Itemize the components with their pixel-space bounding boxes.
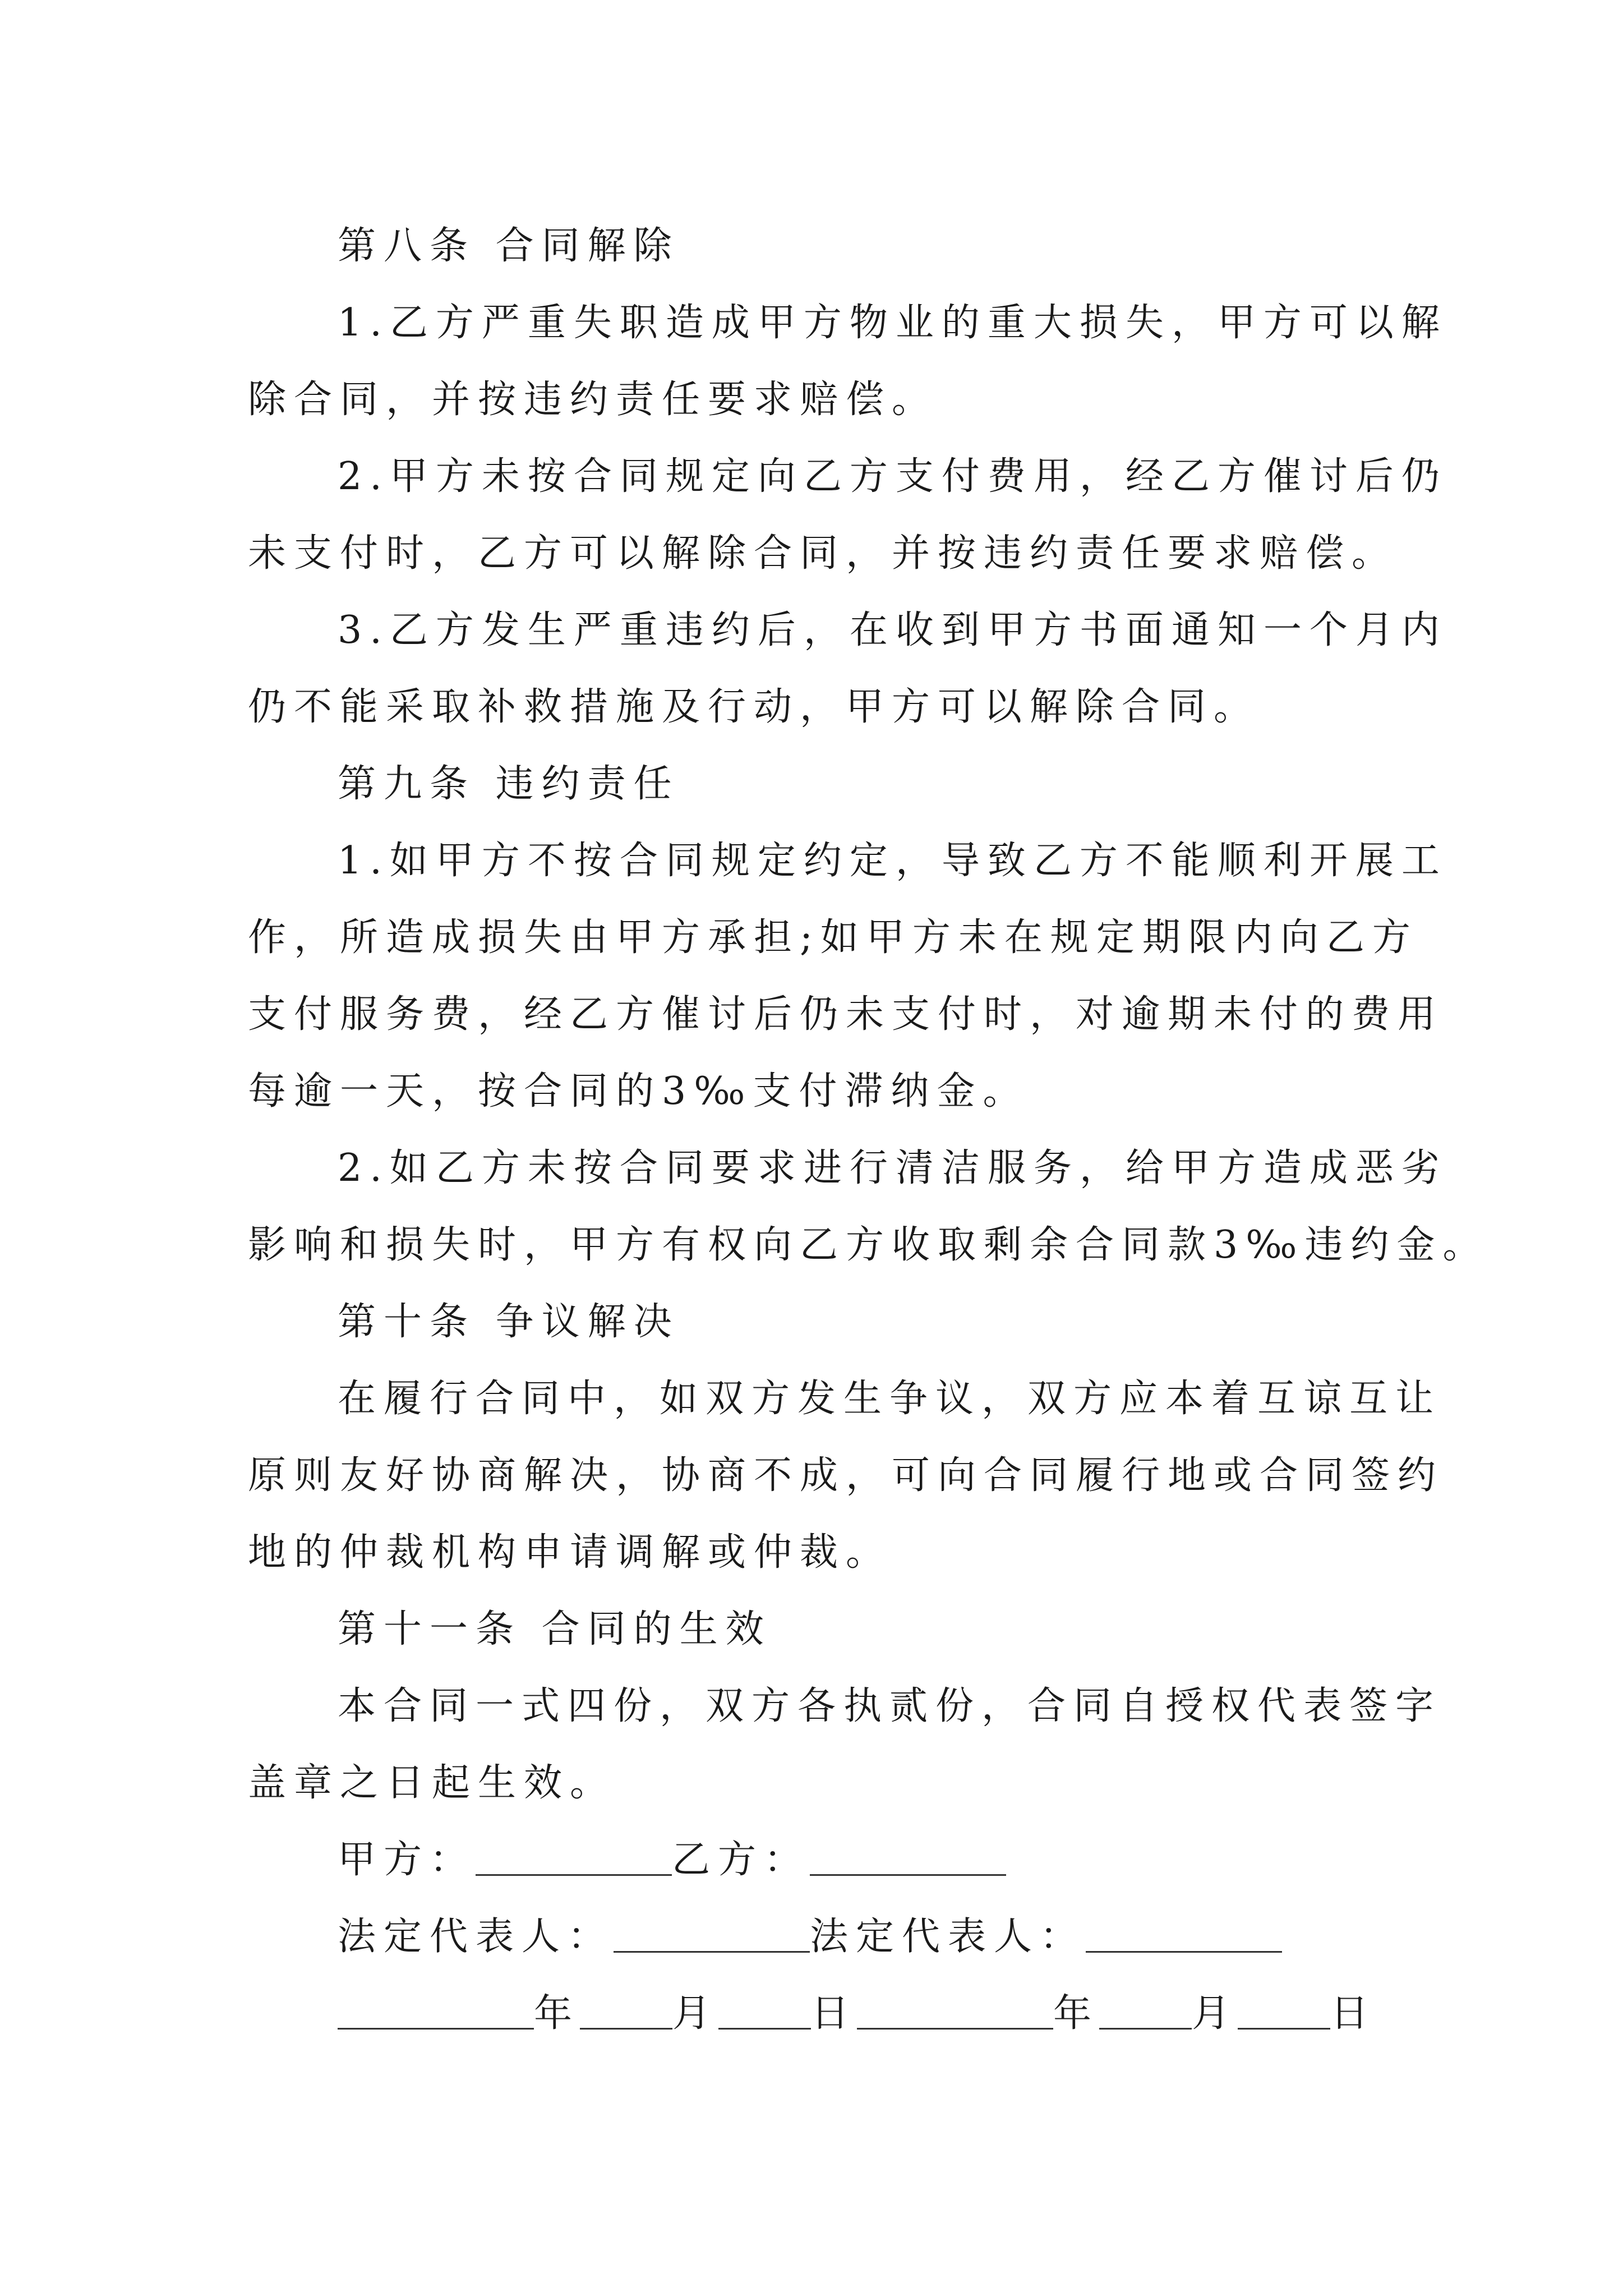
party-b-label: 乙方：: [672, 1838, 810, 1882]
rep-a-blank: [614, 1912, 810, 1953]
article-8-item-1-line-1: 1.乙方严重失职造成甲方物业的重大损失，甲方可以解: [338, 301, 1447, 345]
month-a-label: 月: [672, 1991, 719, 2036]
article-11-line-2: 盖章之日起生效。: [248, 1761, 616, 1805]
article-8-item-3-line-2: 仍不能采取补救措施及行动，甲方可以解除合同。: [248, 685, 1260, 729]
year-b-blank: [857, 1989, 1053, 2030]
month-b-label: 月: [1192, 1991, 1238, 2036]
rep-a-label: 法定代表人：: [338, 1915, 614, 1959]
article-8-item-3-line-1: 3.乙方发生严重违约后，在收到甲方书面通知一个月内: [338, 608, 1447, 652]
day-b-blank: [1238, 1989, 1330, 2030]
article-10-line-2: 原则友好协商解决，协商不成，可向合同履行地或合同签约: [248, 1453, 1444, 1498]
rep-b-label: 法定代表人：: [810, 1915, 1086, 1959]
year-b-label: 年: [1053, 1991, 1100, 2036]
article-9-item-2-line-2: 影响和损失时，甲方有权向乙方收取剩余合同款3‰违约金。: [248, 1223, 1489, 1267]
rep-b-blank: [1086, 1912, 1282, 1953]
year-a-blank: [338, 1989, 534, 2030]
article-9-item-2-line-1: 2.如乙方未按合同要求进行清洁服务，给甲方造成恶劣: [338, 1146, 1447, 1190]
party-a-label: 甲方：: [338, 1838, 476, 1882]
article-9-item-1-line-4: 每逾一天，按合同的3‰支付滞纳金。: [248, 1069, 1029, 1114]
article-8-item-2-line-1: 2.甲方未按合同规定向乙方支付费用，经乙方催讨后仍: [338, 454, 1447, 499]
article-9-heading: 第九条 违约责任: [338, 762, 680, 806]
article-11-heading: 第十一条 合同的生效: [338, 1607, 772, 1651]
date-signature-row: [248, 1975, 1398, 2052]
article-9-item-1-line-3: 支付服务费，经乙方催讨后仍未支付时，对逾期未付的费用: [248, 992, 1444, 1037]
party-b-blank: [810, 1835, 1006, 1876]
article-10-line-1: 在履行合同中，如双方发生争议，双方应本着互谅互让: [338, 1377, 1442, 1421]
article-8-item-2-line-2: 未支付时，乙方可以解除合同，并按违约责任要求赔偿。: [248, 531, 1398, 576]
representative-signature-row: [248, 1898, 1398, 1975]
day-a-blank: [718, 1989, 811, 2030]
day-b-label: 日: [1330, 1991, 1377, 2036]
month-a-blank: [580, 1989, 672, 2030]
year-a-label: 年: [534, 1991, 580, 2036]
article-9-item-1-line-2: 作，所造成损失由甲方承担;如甲方未在规定期限内向乙方: [248, 915, 1418, 960]
party-a-blank: [476, 1835, 672, 1876]
article-9-item-1-line-1: 1.如甲方不按合同规定约定，导致乙方不能顺利开展工: [338, 839, 1447, 883]
article-10-line-3: 地的仲裁机构申请调解或仲裁。: [248, 1530, 892, 1575]
article-10-heading: 第十条 争议解决: [338, 1300, 680, 1344]
contract-page: [248, 208, 1489, 2052]
party-signature-row: [248, 1821, 1398, 1898]
article-8-item-1-line-2: 除合同，并按违约责任要求赔偿。: [248, 378, 938, 422]
month-b-blank: [1099, 1989, 1192, 2030]
article-8-heading: 第八条 合同解除: [338, 224, 680, 268]
article-11-line-1: 本合同一式四份，双方各执贰份，合同自授权代表签字: [338, 1684, 1442, 1728]
day-a-label: 日: [811, 1991, 857, 2036]
